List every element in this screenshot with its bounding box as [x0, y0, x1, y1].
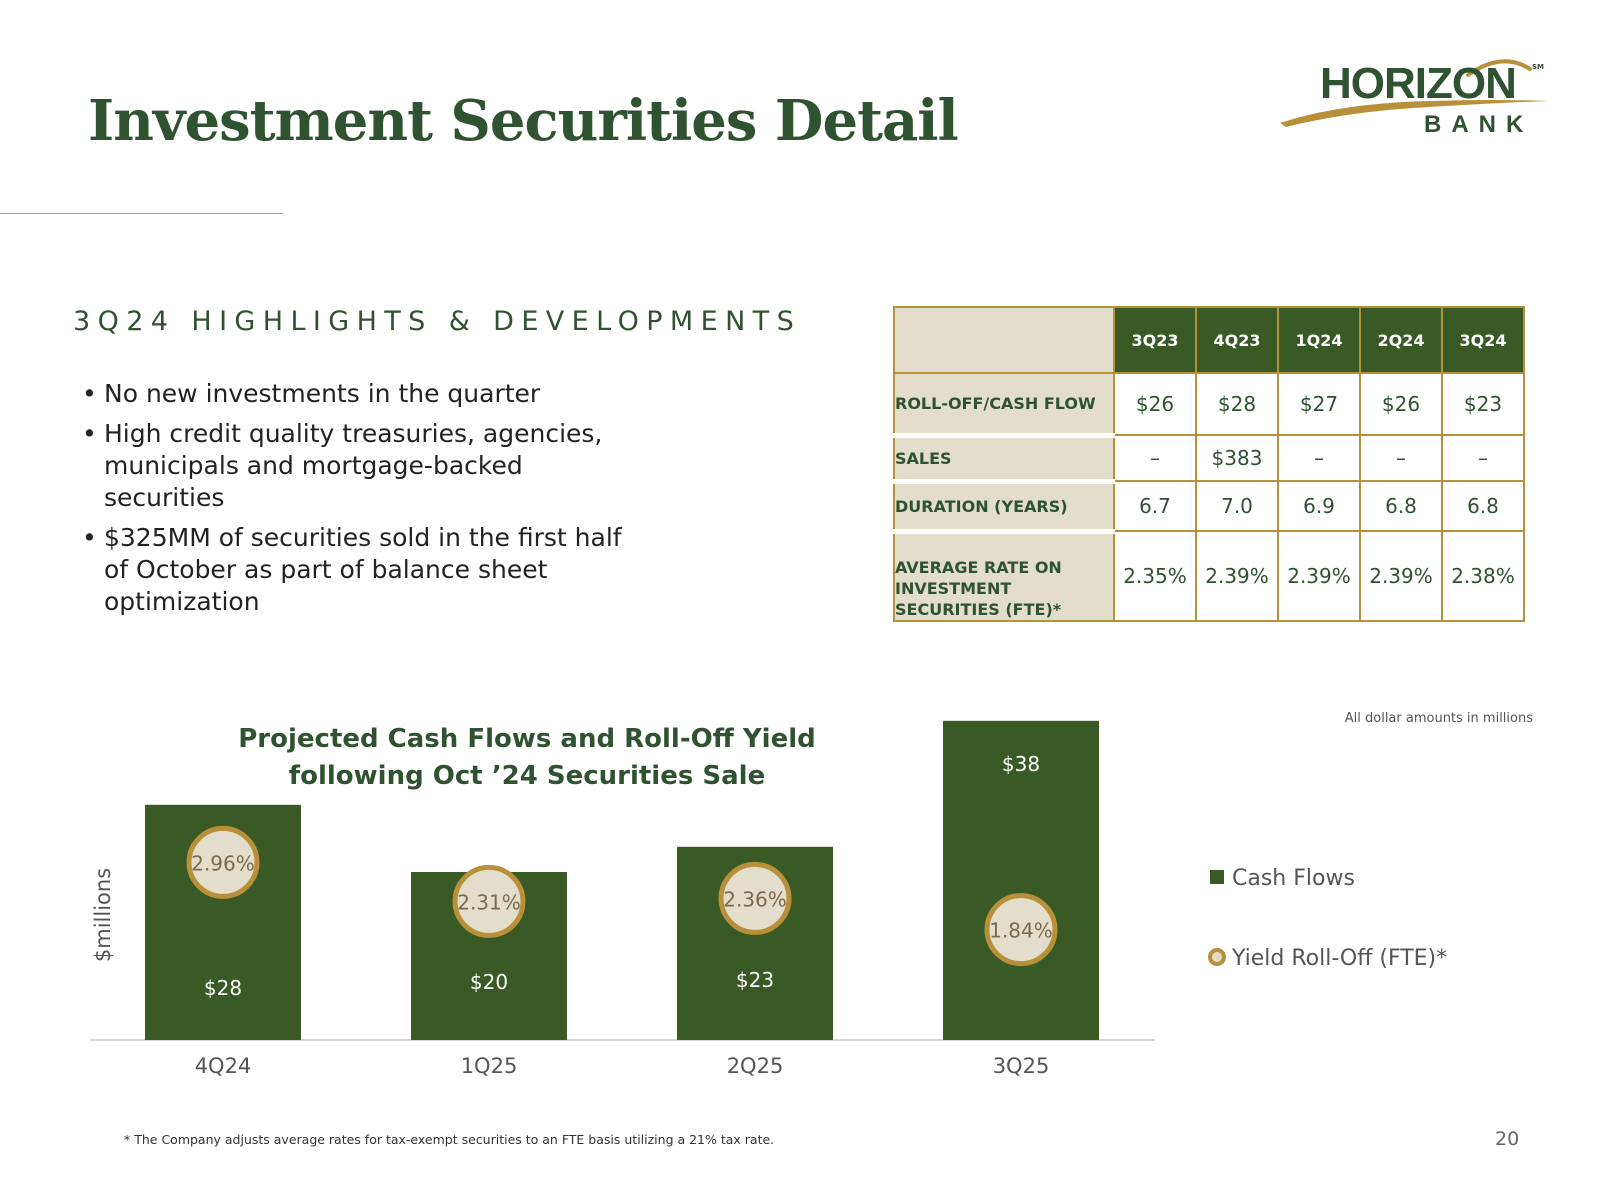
x-tick-label: 2Q25	[726, 1054, 784, 1078]
table-cell: $28	[1196, 373, 1278, 435]
dollar-amounts-note: All dollar amounts in millions	[1344, 711, 1533, 726]
cash-flow-value-label: $38	[1001, 751, 1041, 776]
list-item-text: No new investments in the quarter	[104, 379, 541, 408]
column-header: 3Q23	[1114, 307, 1196, 373]
x-tick-label: 3Q25	[992, 1054, 1050, 1078]
table-cell: 6.9	[1278, 481, 1360, 531]
legend-cash-flows-label: Cash Flows	[1232, 866, 1355, 891]
table-cell: 6.8	[1360, 481, 1442, 531]
logo-bank-text: BANK	[1424, 111, 1534, 138]
table-cell: $23	[1442, 373, 1524, 435]
row-label: SALES	[894, 435, 1114, 481]
chart-title-line: Projected Cash Flows and Roll-Off Yield	[238, 724, 816, 754]
table-cell: $383	[1196, 435, 1278, 481]
row-label: AVERAGE RATE ON INVESTMENT SECURITIES (FTE)*	[894, 531, 1114, 621]
y-axis-label: $millions	[91, 867, 115, 963]
x-tick-label: 4Q24	[194, 1054, 252, 1078]
table-cell: 2.35%	[1114, 531, 1196, 621]
legend-cash-flows-swatch	[1210, 870, 1224, 884]
table-cell: $26	[1114, 373, 1196, 435]
highlights-heading: 3Q24 HIGHLIGHTS & DEVELOPMENTS	[73, 306, 802, 337]
bullet-icon: •	[82, 523, 97, 552]
cash-flow-value-label: $28	[203, 976, 243, 1000]
yield-value-label: 2.96%	[191, 851, 255, 876]
column-header: 3Q24	[1442, 307, 1524, 373]
logo-service-mark: SM	[1532, 63, 1545, 71]
table-cell: 6.7	[1114, 481, 1196, 531]
logo-wordmark: HORIZON	[1320, 59, 1516, 108]
table-cell: 2.39%	[1360, 531, 1442, 621]
cash-flow-value-label: $20	[469, 970, 509, 994]
list-item-text: $325MM of securities sold in the first half of October as part of balance sheet optimization	[104, 523, 622, 616]
table-cell: $26	[1360, 373, 1442, 435]
table-cell: 2.38%	[1442, 531, 1524, 621]
table-cell: 7.0	[1196, 481, 1278, 531]
column-header: 2Q24	[1360, 307, 1442, 373]
list-item-text: High credit quality treasuries, agencies, municipals and mortgage-backed securities	[104, 419, 603, 512]
table-cell: $27	[1278, 373, 1360, 435]
column-header: 4Q23	[1196, 307, 1278, 373]
x-tick-label: 1Q25	[460, 1054, 518, 1078]
legend-yield-swatch	[1210, 950, 1224, 964]
table-cell: –	[1442, 435, 1524, 481]
cash-flow-value-label: $23	[735, 968, 775, 992]
row-label: DURATION (YEARS)	[894, 481, 1114, 531]
footnote: * The Company adjusts average rates for tax-exempt securities to an FTE basis utilizing a 21% tax rate.	[124, 1132, 775, 1147]
table-cell: 6.8	[1442, 481, 1524, 531]
yield-value-label: 2.36%	[723, 887, 787, 912]
bullet-icon: •	[82, 379, 97, 408]
chart-title-line: following Oct ’24 Securities Sale	[288, 761, 766, 791]
bullet-icon: •	[82, 419, 97, 448]
legend-yield-label: Yield Roll-Off (FTE)*	[1232, 946, 1448, 971]
yield-value-label: 2.31%	[457, 890, 521, 915]
page-title: Investment Securities Detail	[88, 88, 958, 154]
table-cell: 2.39%	[1196, 531, 1278, 621]
row-label: ROLL-OFF/CASH FLOW	[894, 373, 1114, 435]
page-number: 20	[1495, 1128, 1520, 1150]
table-cell: –	[1360, 435, 1442, 481]
table-cell: –	[1278, 435, 1360, 481]
table-cell: 2.39%	[1278, 531, 1360, 621]
column-header: 1Q24	[1278, 307, 1360, 373]
yield-value-label: 1.84%	[989, 918, 1053, 943]
table-cell: –	[1114, 435, 1196, 481]
